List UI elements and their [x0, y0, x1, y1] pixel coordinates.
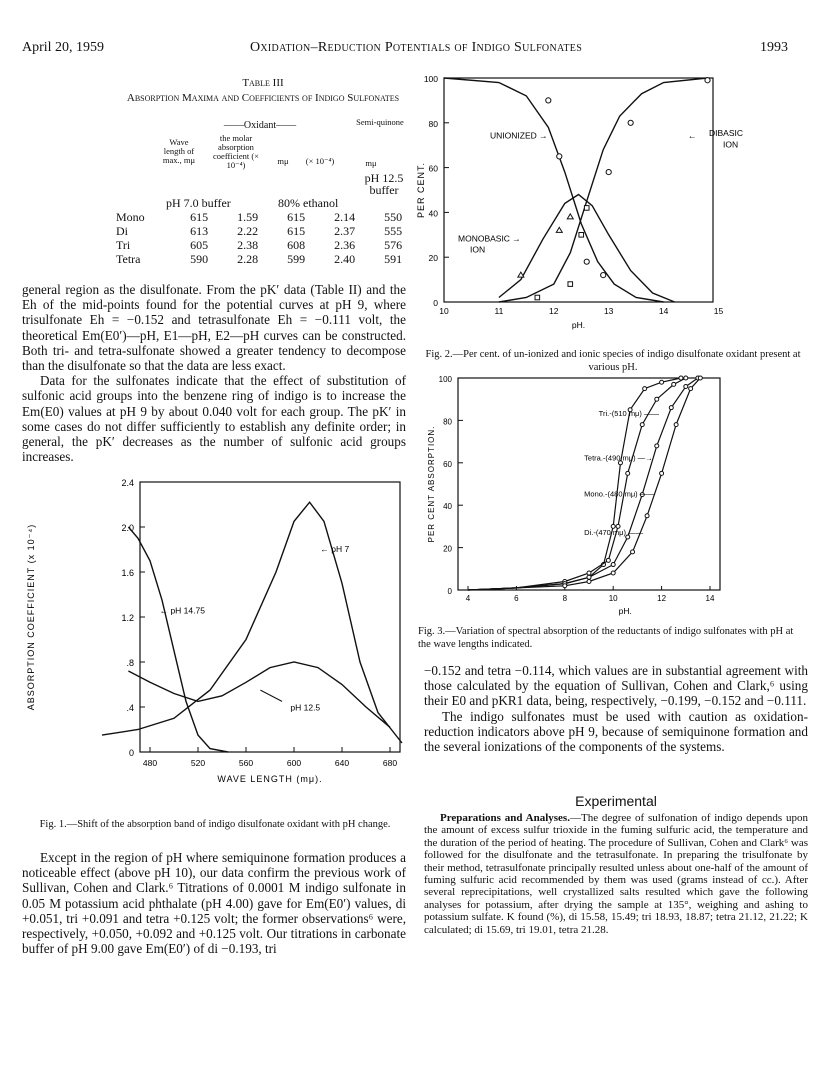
data-point	[611, 571, 615, 575]
series-label-di: Di.-(470 mμ) ——	[584, 527, 644, 537]
y-tick-label: 0	[447, 587, 452, 596]
data-point	[579, 233, 584, 238]
table-cell: 591	[384, 252, 403, 266]
data-point	[584, 206, 589, 211]
x-tick-label: 8	[562, 594, 568, 603]
row-label: Tri	[116, 238, 131, 252]
table-cell: 590	[190, 252, 209, 266]
table-cond1: pH 7.0 buffer	[166, 196, 231, 210]
series-label-dibasic-arrow: ←	[688, 130, 697, 141]
series-line-ph1475	[128, 527, 228, 752]
data-point	[563, 584, 567, 588]
table-semiquinone-label: Semi-quinone	[356, 117, 404, 127]
table-cell: 2.22	[237, 224, 259, 238]
y-tick-label: 2.0	[121, 523, 134, 533]
y-tick-label: 60	[443, 459, 452, 469]
series-label-tetra: Tetra.-(490 mμ) —→	[584, 453, 653, 463]
data-point	[631, 550, 635, 554]
x-tick-label: 680	[382, 758, 398, 768]
paragraph: −0.152 and tetra −0.114, which values are in substantial agreement with those calculated by the equation of Sullivan, Cohen and Clark,⁶ using their E0 and pKR1 data, being, respectively, −0.199, −0.152 and −0.111.	[424, 663, 808, 709]
data-point	[640, 423, 644, 427]
row-label: Mono	[116, 210, 145, 224]
y-tick-label: 40	[428, 208, 438, 219]
y-axis-label: ABSORPTION COEFFICIENT (x 10⁻⁴)	[26, 523, 36, 711]
table-cell: 613	[190, 224, 209, 238]
plot-frame	[140, 482, 400, 752]
paragraph: The indigo sulfonates must be used with caution as oxidation-reduction indicators above pH 9, because of semiquinone formation and the several ionizations of the components of the systems.	[424, 708, 808, 755]
data-point	[587, 571, 591, 575]
data-point	[606, 169, 611, 174]
paragraph: general region as the disulfonate. From the pK′ data (Table II) and the Eh of the mid-points found for the potential curves at pH 9, where trisulfonate Eh = −0.152 and tetrasulfonate Eh = −0.111 volt, the theoretical Em(E0′)—pH, E1—pH, E2—pH curves can be constructed. Both tri- and tetra-sulfonate showed a greater tendency to decompose than the disulfonate so that the data are less exact.	[22, 282, 406, 374]
series-label-dibasic-2: ION	[723, 139, 739, 150]
table-cell: 2.28	[237, 252, 259, 266]
table-cell: 576	[384, 238, 403, 252]
x-tick-label: 640	[334, 758, 350, 768]
y-tick-label: .8	[126, 658, 134, 668]
table-cell: 605	[190, 238, 209, 252]
table-cell: 555	[384, 224, 403, 238]
series-label-dibasic: DIBASIC	[709, 128, 744, 139]
data-point	[705, 78, 710, 83]
data-point	[626, 471, 630, 475]
x-tick-label: 13	[603, 306, 614, 316]
series-line-unionized	[444, 78, 664, 302]
figure-3-caption: Fig. 3.—Variation of spectral absorption of the reductants of indigo sulfonates with pH at the wave lengths indicated.	[418, 626, 794, 650]
data-point	[660, 471, 664, 475]
data-point	[643, 387, 647, 391]
figure-1-caption: Fig. 1.—Shift of the absorption band of indigo disulfonate oxidant with pH change.	[39, 819, 391, 830]
table-cell: 2.40	[334, 252, 356, 266]
data-point	[684, 384, 688, 388]
table-cond3: pH 12.5 buffer	[364, 171, 404, 197]
series-label-ph7: ← pH 7	[320, 543, 350, 554]
table-col3-head: mμ	[277, 156, 289, 166]
data-point	[546, 98, 551, 103]
x-tick-label: 11	[494, 306, 504, 316]
table-cell: 615	[190, 210, 209, 224]
x-tick-label: 10	[608, 594, 618, 603]
x-tick-label: 12	[549, 306, 559, 316]
x-tick-label: 4	[465, 594, 471, 603]
right-text	[424, 663, 808, 754]
table-cell: 599	[287, 252, 306, 266]
data-point	[601, 273, 606, 278]
data-point	[655, 397, 659, 401]
experimental-text	[424, 812, 808, 936]
y-tick-label: 100	[438, 375, 452, 384]
data-point	[660, 380, 664, 384]
data-point	[567, 214, 573, 219]
table-col1-head: Wave length of max., mμ	[162, 137, 196, 165]
y-tick-label: 100	[423, 74, 438, 84]
x-tick-label: 600	[286, 758, 302, 768]
data-point	[669, 406, 673, 410]
y-tick-label: 60	[428, 163, 438, 174]
x-axis-label: WAVE LENGTH (mμ).	[217, 774, 323, 784]
table-col5-head: mμ	[365, 158, 377, 168]
data-point	[645, 514, 649, 518]
data-point	[655, 444, 659, 448]
table-cell: 2.37	[334, 224, 356, 238]
table-cell: 2.36	[334, 238, 356, 252]
table-row	[116, 252, 416, 266]
header-title: Oxidation–Reduction Potentials of Indigo Sulfonates	[250, 40, 583, 55]
data-point	[672, 382, 676, 386]
paragraph: Data for the sulfonates indicate that the effect of substitution of sulfonic acid groups into the benzene ring of indigo is to increase the Em(E0) values at pH 9 by about 0.040 volt for each group. The pK′ in some cases do not differ sufficiently to establish any definite order; in general, the pK′ decreases as the number of sulfonic acid groups increases.	[22, 373, 406, 465]
series-line-ph125	[128, 662, 390, 727]
x-tick-label: 6	[514, 594, 519, 603]
left-text-bottom	[22, 850, 406, 956]
data-point	[587, 580, 591, 584]
series-label-ph125: pH 12.5	[290, 702, 321, 713]
header-date: April 20, 1959	[22, 40, 105, 55]
data-point	[611, 563, 615, 567]
table-cell: 608	[287, 238, 306, 252]
series-label-monobasic: MONOBASIC →	[458, 233, 521, 244]
y-tick-label: 0	[128, 748, 134, 758]
x-axis-label: pH.	[618, 606, 632, 616]
series-line-di	[468, 378, 700, 590]
figure-2	[408, 70, 813, 345]
table-cell: 615	[287, 210, 306, 224]
y-tick-label: .4	[126, 703, 134, 713]
x-tick-label: 520	[190, 758, 206, 768]
data-point	[674, 423, 678, 427]
data-point	[568, 282, 573, 287]
x-tick-label: 560	[238, 758, 254, 768]
data-point	[535, 295, 540, 300]
table-cell: 550	[384, 210, 403, 224]
y-tick-label: 0	[433, 298, 438, 308]
table-cell: 2.38	[237, 238, 259, 252]
y-tick-label: 40	[443, 502, 452, 512]
data-point	[684, 376, 688, 380]
figure-2-caption: Fig. 2.—Per cent. of un-ionized and ionic species of indigo disulfonate oxidant present at various pH.	[425, 349, 801, 373]
y-tick-label: 2.4	[121, 478, 134, 488]
y-axis-label: PER CENT ABSORPTION.	[427, 425, 436, 543]
x-tick-label: 14	[705, 594, 715, 603]
y-tick-label: 1.6	[121, 568, 134, 578]
data-point	[584, 259, 589, 264]
data-point	[698, 376, 702, 380]
table-subtitle: Absorption Maxima and Coefficients of Indigo Sulfonates	[126, 92, 400, 104]
series-label-unionized: UNIONIZED →	[490, 130, 548, 141]
y-tick-label: 20	[428, 253, 438, 264]
table-col2-head: the molar absorption coefficient (× 10⁻⁴)	[213, 133, 259, 170]
left-text-top	[22, 282, 406, 464]
table-oxidant-label: ——Oxidant——	[223, 120, 297, 131]
y-axis-label: PER CENT.	[416, 161, 426, 219]
y-tick-label: 80	[443, 417, 452, 427]
paragraph: Except in the region of pH where semiquinone formation produces a noticeable effect (above pH 10), our data confirm the previous work of Sullivan, Cohen and Clark.⁶ Titrations of 0.0001 M indigo sulfonate in 0.05 M potassium acid phthalate (pH 4.00) gave for Em(E0′) values, di +0.051, tri +0.091 and tetra +0.125 volt; the former observations⁶ were, respectively, +0.050, +0.092 and +0.125 volt. Our titrations in carbonate buffer of pH 9.00 gave Em(E0′) of di −0.193, tri	[22, 850, 406, 957]
row-label: Di	[116, 224, 128, 238]
series-label-tri: Tri.-(510 mμ) ——	[598, 409, 659, 419]
series-line-ph7	[102, 502, 402, 743]
table-3	[116, 210, 416, 266]
experimental-body: —The degree of sulfonation of indigo depends upon the amount of excess sulfur trioxide in the fuming sulfuric acid, the temperature and the duration of the period of heating. The procedure of Sullivan, Cohen and Clark⁶ was followed for the disulfonate and the tetrasulfonate. In preparing the trisulfonate by their method, tetrasulfonate principally resulted unless about one-half of the amount of fuming sulfuric acid recommended by them was used (grams instead of cc.). After several reprecipitations, well crystallized salts resulted which gave the following analyses for potassium, after drying the sample at 135°, weighing and ashing to potassium sulfate. K found (%), di 15.58, 15.49; tri 18.93, 18.87; tetra 21.12, 21.22; K calculated; di 15.69, tri 19.01, tetra 21.28.	[424, 812, 809, 936]
table-cond2: 80% ethanol	[278, 196, 339, 210]
x-tick-label: 10	[439, 306, 449, 316]
x-tick-label: 15	[713, 306, 724, 316]
y-tick-label: 20	[443, 544, 452, 554]
table-cell: 2.14	[334, 210, 356, 224]
table-col4-head: (× 10⁻⁴)	[305, 156, 335, 166]
series-pointer-ph125	[260, 690, 282, 701]
x-axis-label: pH.	[571, 320, 586, 330]
table-row	[116, 210, 416, 224]
plot-frame	[444, 78, 713, 302]
table-title: Table III	[242, 77, 284, 89]
data-point	[689, 387, 693, 391]
data-point	[628, 120, 633, 125]
figure-1	[20, 470, 410, 810]
table-cell: 1.59	[237, 210, 259, 224]
table-row	[116, 238, 416, 252]
row-label: Tetra	[116, 252, 141, 266]
data-point	[587, 575, 591, 579]
x-tick-label: 14	[658, 306, 669, 316]
figure-3	[420, 370, 740, 620]
plot-frame	[458, 378, 720, 590]
section-heading: Experimental	[575, 793, 657, 809]
table-cell: 615	[287, 224, 306, 238]
header-page: 1993	[760, 40, 788, 55]
data-point	[556, 227, 562, 232]
y-tick-label: 80	[428, 118, 438, 129]
data-point	[557, 154, 562, 159]
x-tick-label: 480	[142, 758, 158, 768]
data-point	[606, 558, 610, 562]
y-tick-label: 1.2	[121, 613, 134, 623]
series-label-monobasic-2: ION	[470, 244, 486, 255]
series-line-mono	[468, 378, 698, 590]
x-tick-label: 12	[657, 594, 667, 603]
experimental-lead: Preparations and Analyses.	[440, 812, 570, 824]
table-row	[116, 224, 416, 238]
series-label-ph1475: ← pH 14.75	[159, 605, 205, 616]
series-label-mono: Mono.-(480 mμ) ——	[584, 489, 655, 499]
